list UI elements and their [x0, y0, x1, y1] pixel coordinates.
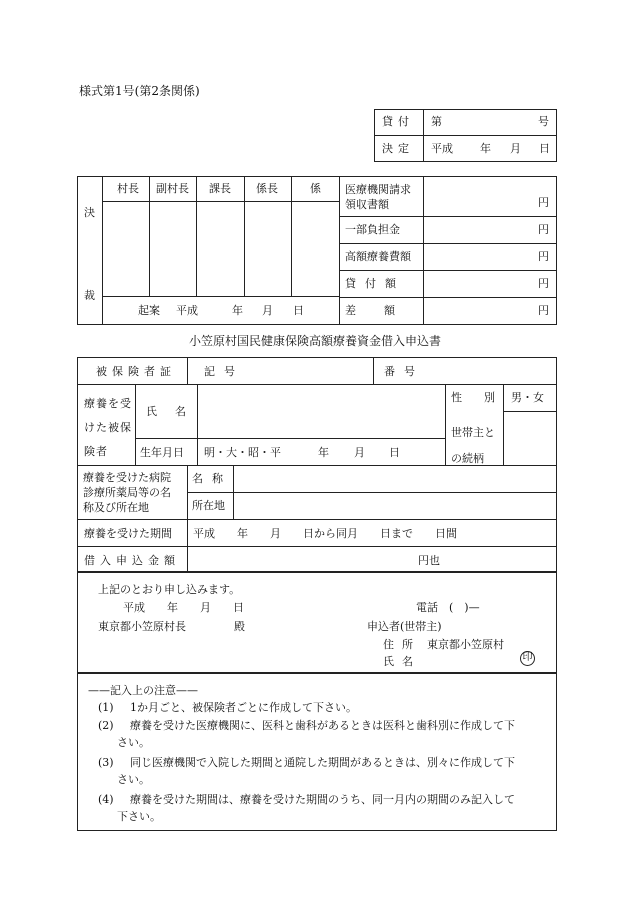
divider: [77, 384, 557, 385]
kashitsuke-label: 貸付: [382, 115, 414, 128]
form-title: 小笠原村国民健康保険高額療養資金借入申込書: [188, 334, 441, 348]
day-label: 日: [539, 142, 550, 155]
amount-unit-1: 円: [538, 196, 549, 209]
year-label: 年: [480, 142, 491, 155]
approval-header-kachou: 課長: [209, 182, 231, 195]
divider: [187, 546, 188, 572]
declaration-text: 上記のとおり申し込みます。: [98, 583, 241, 596]
patient-label: 療養を受 けた被保 険者: [84, 397, 132, 458]
bangou-label: 番号: [384, 365, 424, 378]
name-label: 氏名: [383, 655, 421, 668]
kian-day: 日: [293, 304, 304, 317]
sex-options[interactable]: 男・女: [511, 391, 544, 404]
divider: [339, 270, 557, 271]
phone-label: 電話 ( )—: [416, 601, 480, 614]
kian-year: 年: [232, 304, 243, 317]
approval-header-sonchou: 村長: [117, 182, 139, 195]
address-value: 東京都小笠原村: [427, 638, 504, 651]
birth-day-label: 日: [389, 446, 400, 459]
kigou-label: 記号: [204, 365, 244, 378]
kian-month: 月: [262, 304, 273, 317]
dono-label: 殿: [234, 620, 245, 633]
heisei-label: 平成: [431, 142, 453, 155]
amount-unit: 円也: [418, 554, 440, 567]
notes-heading: ——記入上の注意——: [88, 684, 198, 697]
divider: [187, 519, 188, 546]
declaration-date: 平成 年 月 日: [123, 601, 244, 614]
divider: [339, 297, 557, 298]
era-options[interactable]: 明・大・昭・平: [204, 446, 281, 459]
amount-unit-3: 円: [538, 250, 549, 263]
note-1-text: 1か月ごと、被保険者ごとに作成して下さい。: [130, 701, 357, 714]
seal-char: 印: [522, 652, 533, 663]
divider: [374, 135, 557, 136]
note-3-num: (3): [98, 756, 114, 769]
shozaichi-label: 所在地: [192, 499, 225, 512]
relation-label: 世帯主と の続柄: [451, 426, 495, 465]
note-2-text-cont: さい。: [117, 736, 150, 749]
seibetsu-label: 性別: [451, 391, 517, 404]
divider: [339, 216, 557, 217]
divider: [339, 176, 340, 325]
note-4-num: (4): [98, 793, 114, 806]
divider: [77, 519, 557, 520]
divider: [135, 438, 445, 439]
note-2-num: (2): [98, 719, 114, 732]
shimei-label: 氏名: [146, 405, 204, 418]
divider: [233, 465, 234, 519]
period-label: 療養を受けた期間: [84, 527, 172, 540]
divider: [102, 296, 339, 297]
divider: [197, 384, 198, 465]
note-3-text: 同じ医療機関で入院した期間と通院した期間があるときは、別々に作成して下: [130, 756, 515, 769]
period-value: 平成 年 月 日から同月 日まで 日間: [193, 527, 457, 540]
applicant-label: 申込者(世帯主): [367, 620, 442, 633]
divider: [423, 176, 424, 325]
note-4-text: 療養を受けた期間は、療養を受けた期間のうち、同一月内の期間のみ記入して: [130, 793, 515, 806]
approval-header-fukusonchou: 副村長: [156, 182, 189, 195]
amount-row-label-1: 医療機関請求 領収書額: [345, 183, 411, 211]
birthdate-label: 生年月日: [140, 446, 184, 459]
form-number: 様式第1号(第2条関係): [79, 84, 200, 98]
divider: [135, 384, 136, 465]
dai-label: 第: [431, 115, 442, 128]
amount-row-label-5: 差額: [345, 304, 423, 317]
divider: [77, 546, 557, 547]
amount-row-label-2: 一部負担金: [345, 223, 400, 236]
amount-row-label-4: 貸付額: [345, 277, 405, 290]
kian-label: 起案: [138, 304, 160, 317]
insurance-card-label: 被保険者証: [96, 365, 176, 378]
divider: [187, 492, 557, 493]
note-2-text: 療養を受けた医療機関に、医科と歯科があるときは医科と歯科別に作成して下: [130, 719, 515, 732]
kettei-label: 決定: [382, 142, 414, 155]
note-3-text-cont: さい。: [117, 773, 150, 786]
month-label: 月: [510, 142, 521, 155]
divider: [244, 176, 245, 296]
divider: [339, 243, 557, 244]
addressee: 東京都小笠原村長: [98, 620, 186, 633]
divider: [102, 201, 339, 202]
divider: [102, 176, 103, 325]
divider: [291, 176, 292, 296]
hospital-label: 療養を受けた病院 診療所薬局等の名 称及び所在地: [83, 471, 171, 514]
amount-unit-2: 円: [538, 223, 549, 236]
kessai-label-1: 決: [84, 206, 95, 219]
divider: [187, 357, 188, 384]
divider: [423, 109, 424, 162]
amount-row-label-3: 高額療養費額: [345, 250, 411, 263]
amount-unit-5: 円: [538, 304, 549, 317]
approval-header-kakari: 係: [310, 182, 321, 195]
amount-unit-4: 円: [538, 277, 549, 290]
birth-year-label: 年: [318, 446, 329, 459]
meishou-label: 名称: [192, 472, 232, 485]
note-1-num: (1): [98, 701, 114, 714]
birth-month-label: 月: [354, 446, 365, 459]
divider: [503, 411, 557, 412]
kessai-label-2: 裁: [84, 289, 95, 302]
kian-heisei: 平成: [176, 304, 198, 317]
divider: [445, 384, 446, 465]
amount-label: 借入申込金額: [84, 554, 180, 567]
divider: [187, 465, 188, 519]
divider: [149, 176, 150, 296]
note-4-text-cont: 下さい。: [117, 810, 161, 823]
divider: [196, 176, 197, 296]
go-label: 号: [538, 115, 549, 128]
approval-header-kakarichou: 係長: [256, 182, 278, 195]
divider: [373, 357, 374, 384]
address-label: 住所: [383, 638, 421, 651]
